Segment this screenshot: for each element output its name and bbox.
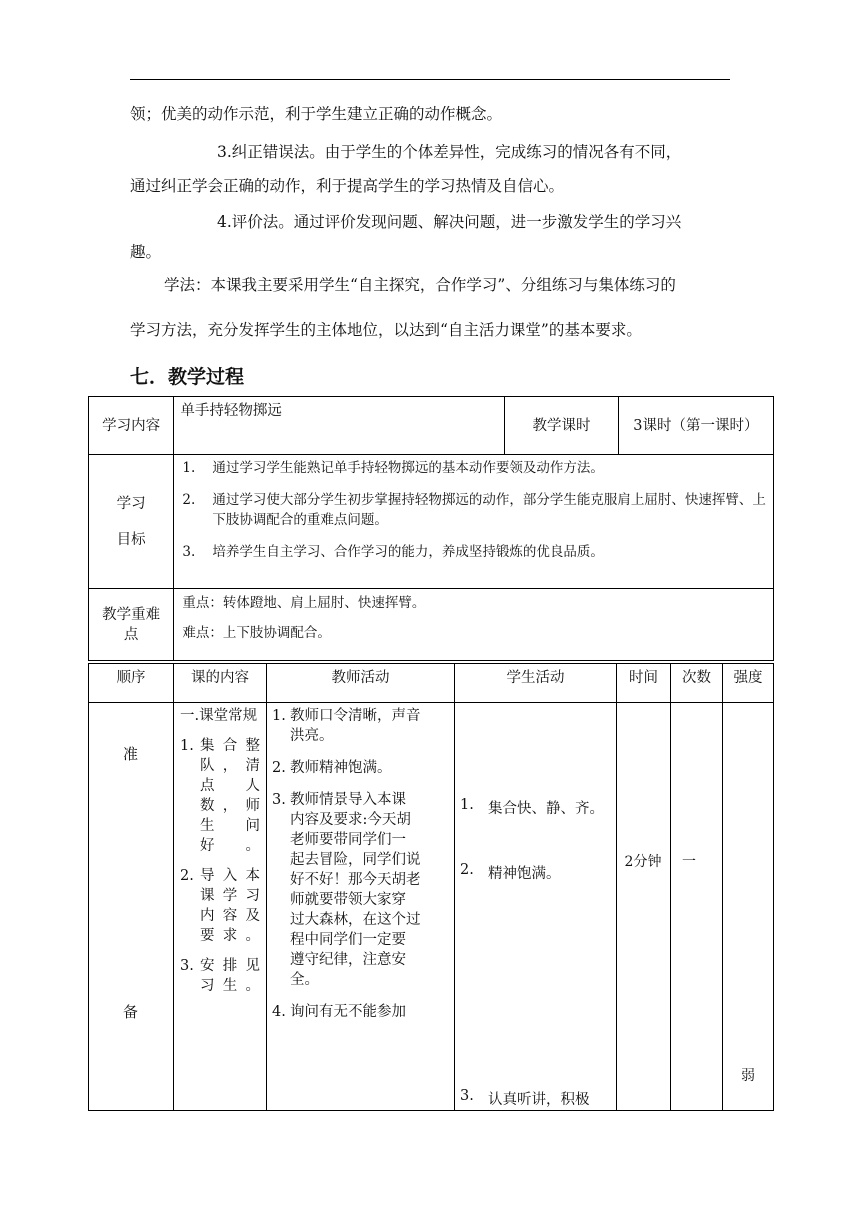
col-intensity-header: 强度 bbox=[722, 663, 774, 703]
stage-bottom: 备 bbox=[122, 1003, 138, 1021]
divider bbox=[722, 703, 723, 1111]
count-value: 一 bbox=[682, 854, 696, 870]
key-points-row bbox=[89, 589, 774, 661]
paragraph-line: 4.评价法。通过评价发现问题、解决问题，进一步激发学生的学习兴 bbox=[217, 213, 682, 231]
lesson-plan-table bbox=[88, 396, 774, 661]
content-label: 学习内容 bbox=[89, 397, 174, 455]
goals-label bbox=[89, 455, 174, 589]
col-count-header: 次数 bbox=[670, 663, 722, 703]
divider bbox=[616, 703, 617, 1111]
key-label: 教学重难点 bbox=[89, 589, 174, 661]
content-value: 单手持轻物掷远 bbox=[174, 397, 504, 455]
goals-label-2: 目标 bbox=[116, 531, 146, 548]
teacher-item: 4. 询问有无不能参加 bbox=[272, 1004, 406, 1020]
time-value: 2分钟 bbox=[624, 854, 662, 870]
divider bbox=[173, 703, 174, 1111]
activity-section bbox=[88, 663, 774, 1111]
hours-value: 3课时（第一课时） bbox=[619, 397, 774, 455]
teacher-cell bbox=[272, 706, 452, 1034]
paragraph-line: 学习方法，充分发挥学生的主体地位，以达到“自主活力课堂”的基本要求。 bbox=[130, 321, 642, 339]
section-heading: 七．教学过程 bbox=[130, 366, 245, 388]
col-course-header: 课的内容 bbox=[173, 663, 266, 703]
goal-item: 3. 培养学生自主学习、合作学习的能力，养成坚持锻炼的优良品质。 bbox=[182, 544, 604, 560]
student-item: 1. 集合快、静、齐。 bbox=[460, 797, 604, 817]
header-rule bbox=[130, 79, 730, 80]
paragraph-line: 3.纠正错误法。由于学生的个体差异性，完成练习的情况各有不同， bbox=[217, 143, 682, 161]
difficult-point: 难点：上下肢协调配合。 bbox=[182, 625, 331, 641]
paragraph-line: 学法：本课我主要采用学生“自主探究，合作学习”、分组练习与集体练习的 bbox=[164, 276, 676, 294]
goals-row bbox=[89, 455, 774, 589]
goals-cell bbox=[174, 455, 774, 589]
col-teacher-header: 教师活动 bbox=[266, 663, 454, 703]
paragraph-line: 通过纠正学会正确的动作，利于提高学生的学习热情及自信心。 bbox=[130, 177, 565, 195]
divider bbox=[670, 703, 671, 1111]
course-item: 3. 安排见 习生。 bbox=[180, 958, 260, 994]
col-student-header: 学生活动 bbox=[454, 663, 616, 703]
divider bbox=[266, 703, 267, 1111]
course-item: 2. 导入本 课学习 内容及 要求。 bbox=[180, 868, 260, 944]
student-cell bbox=[460, 663, 612, 1111]
paragraph-line: 领；优美的动作示范，利于学生建立正确的动作概念。 bbox=[130, 105, 503, 123]
course-intro: 一.课堂常规 bbox=[180, 708, 258, 724]
hours-label: 教学课时 bbox=[504, 397, 618, 455]
teacher-item: 3. 教师情景导入本课 内容及要求:今天胡 老师要带同学们一 起去冒险，同学们说 好不好！那今天胡老 师就要带领大家穿 过大森林，在这个过 程中同学们一定要 遵守纪律，注意安 全。 bbox=[272, 792, 421, 988]
paragraph-line: 趣。 bbox=[130, 243, 162, 261]
course-cell bbox=[180, 706, 260, 1006]
content-row bbox=[89, 397, 774, 455]
key-point: 重点：转体蹬地、肩上屈肘、快速挥臂。 bbox=[182, 595, 426, 611]
teacher-item: 1. 教师口令清晰，声音 洪亮。 bbox=[272, 708, 421, 744]
intensity-value: 弱 bbox=[741, 1068, 755, 1084]
goal-item: 2. 通过学习使大部分学生初步掌握持轻物掷远的动作，部分学生能克服肩上屈肘、快速挥臂、上下肢协调配合的重难点问题。 bbox=[182, 492, 766, 528]
col-order-header: 顺序 bbox=[88, 663, 173, 703]
col-time-header: 时间 bbox=[616, 663, 670, 703]
course-item: 1. 集合整 队，清 点 人 数，师 生 问 好。 bbox=[180, 738, 260, 854]
teacher-item: 2. 教师精神饱满。 bbox=[272, 760, 392, 776]
goals-label-1: 学习 bbox=[116, 495, 146, 512]
stage-top: 准 bbox=[122, 745, 138, 763]
divider bbox=[454, 703, 455, 1111]
student-item: 2. 精神饱满。 bbox=[460, 862, 561, 882]
goal-item: 1. 通过学习学生能熟记单手持轻物掷远的基本动作要领及动作方法。 bbox=[182, 460, 604, 476]
student-item: 3. 认真听讲，积极 bbox=[460, 1088, 590, 1108]
key-cell bbox=[174, 589, 774, 661]
